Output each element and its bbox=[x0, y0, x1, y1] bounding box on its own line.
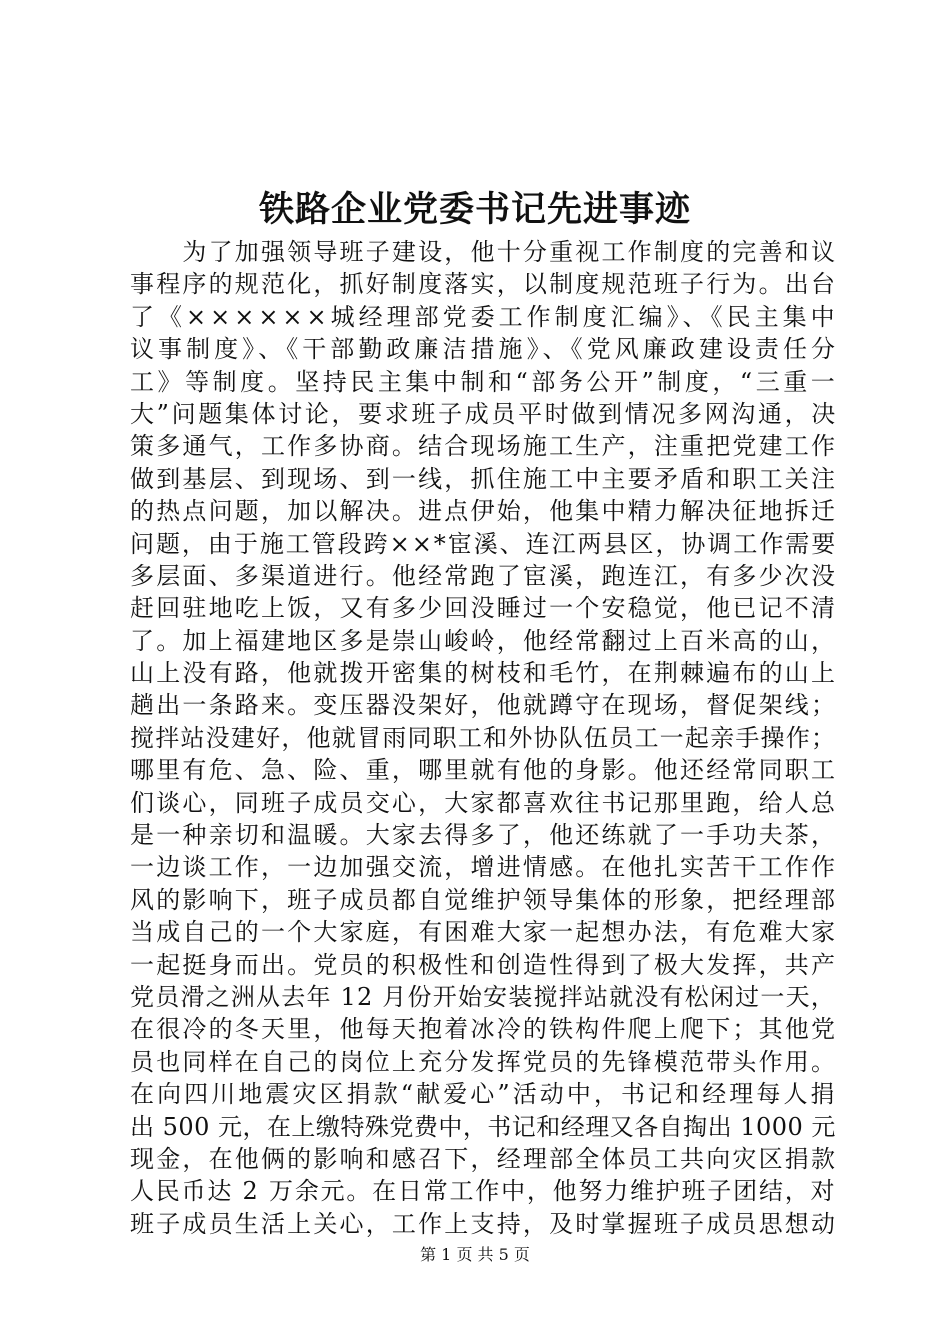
text-line: 策多通气，工作多协商。结合现场施工生产，注重把党建工作 bbox=[130, 432, 838, 461]
text-line: 一起挺身而出。党员的积极性和创造性得到了极大发挥，共产 bbox=[130, 950, 838, 979]
text-line: 问题，由于施工管段跨××*宦溪、连江两县区，协调工作需要 bbox=[130, 529, 838, 558]
text-line: 哪里有危、急、险、重，哪里就有他的身影。他还经常同职工 bbox=[130, 756, 838, 785]
text-line: 大”问题集体讨论，要求班子成员平时做到情况多网沟通，决 bbox=[130, 399, 838, 428]
text-line: 赶回驻地吃上饭，又有多少回没睡过一个安稳觉，他已记不清 bbox=[130, 594, 838, 623]
text-line: 趟出一条路来。变压器没架好，他就蹲守在现场，督促架线； bbox=[130, 691, 838, 720]
text-line: 班子成员生活上关心，工作上支持，及时掌握班子成员思想动 bbox=[130, 1209, 838, 1238]
document-body bbox=[130, 236, 840, 1240]
text-line: 做到基层、到现场、到一线，抓住施工中主要矛盾和职工关注 bbox=[130, 464, 838, 493]
text-line: 在很冷的冬天里，他每天抱着冰冷的铁构件爬上爬下；其他党 bbox=[130, 1015, 838, 1044]
text-line: 们谈心，同班子成员交心，大家都喜欢往书记那里跑，给人总 bbox=[130, 788, 838, 817]
text-line: 议事制度》、《干部勤政廉洁措施》、《党风廉政建设责任分 bbox=[130, 335, 840, 364]
text-line: 出 500 元，在上缴特殊党费中，书记和经理又各自掏出 1000 元 bbox=[130, 1112, 836, 1141]
document-title: 铁路企业党委书记先进事迹 bbox=[258, 189, 691, 230]
text-line: 一边谈工作，一边加强交流，增进情感。在他扎实苦干工作作 bbox=[130, 853, 838, 882]
text-line: 事程序的规范化，抓好制度落实，以制度规范班子行为。出台 bbox=[130, 270, 838, 299]
text-line: 山上没有路，他就拨开密集的树枝和毛竹，在荆棘遍布的山上 bbox=[130, 659, 838, 688]
text-line: 工》等制度。坚持民主集中制和“部务公开”制度，“三重一 bbox=[130, 367, 839, 396]
text-line: 了。加上福建地区多是崇山峻岭，他经常翻过上百米高的山， bbox=[130, 626, 838, 655]
text-line: 在向四川地震灾区捐款“献爱心”活动中，书记和经理每人捐 bbox=[130, 1080, 838, 1109]
text-line: 风的影响下，班子成员都自觉维护领导集体的形象，把经理部 bbox=[130, 885, 838, 914]
text-line: 为了加强领导班子建设，他十分重视工作制度的完善和议 bbox=[130, 238, 838, 266]
text-line: 人民币达 2 万余元。在日常工作中，他努力维护班子团结，对 bbox=[130, 1177, 837, 1206]
page-footer: 第 1 页 共 5 页 bbox=[420, 1245, 530, 1264]
text-line: 当成自己的一个大家庭，有困难大家一起想办法，有危难大家 bbox=[130, 918, 838, 947]
text-line: 现金，在他俩的影响和感召下，经理部全体员工共向灾区捐款 bbox=[130, 1144, 838, 1173]
text-line: 的热点问题，加以解决。进点伊始，他集中精力解决征地拆迁 bbox=[130, 497, 838, 526]
text-line: 是一种亲切和温暖。大家去得多了，他还练就了一手功夫茶， bbox=[130, 821, 838, 850]
text-line: 员也同样在自己的岗位上充分发挥党员的先锋模范带头作用。 bbox=[130, 1047, 838, 1076]
text-line: 多层面、多渠道进行。他经常跑了宦溪，跑连江，有多少次没 bbox=[130, 561, 838, 590]
text-line: 党员滑之洲从去年 12 月份开始安装搅拌站就没有松闲过一天， bbox=[130, 982, 837, 1011]
text-line: 搅拌站没建好，他就冒雨同职工和外协队伍员工一起亲手操作； bbox=[130, 723, 837, 752]
text-line: 了《××××××城经理部党委工作制度汇编》、《民主集中 bbox=[130, 302, 839, 331]
